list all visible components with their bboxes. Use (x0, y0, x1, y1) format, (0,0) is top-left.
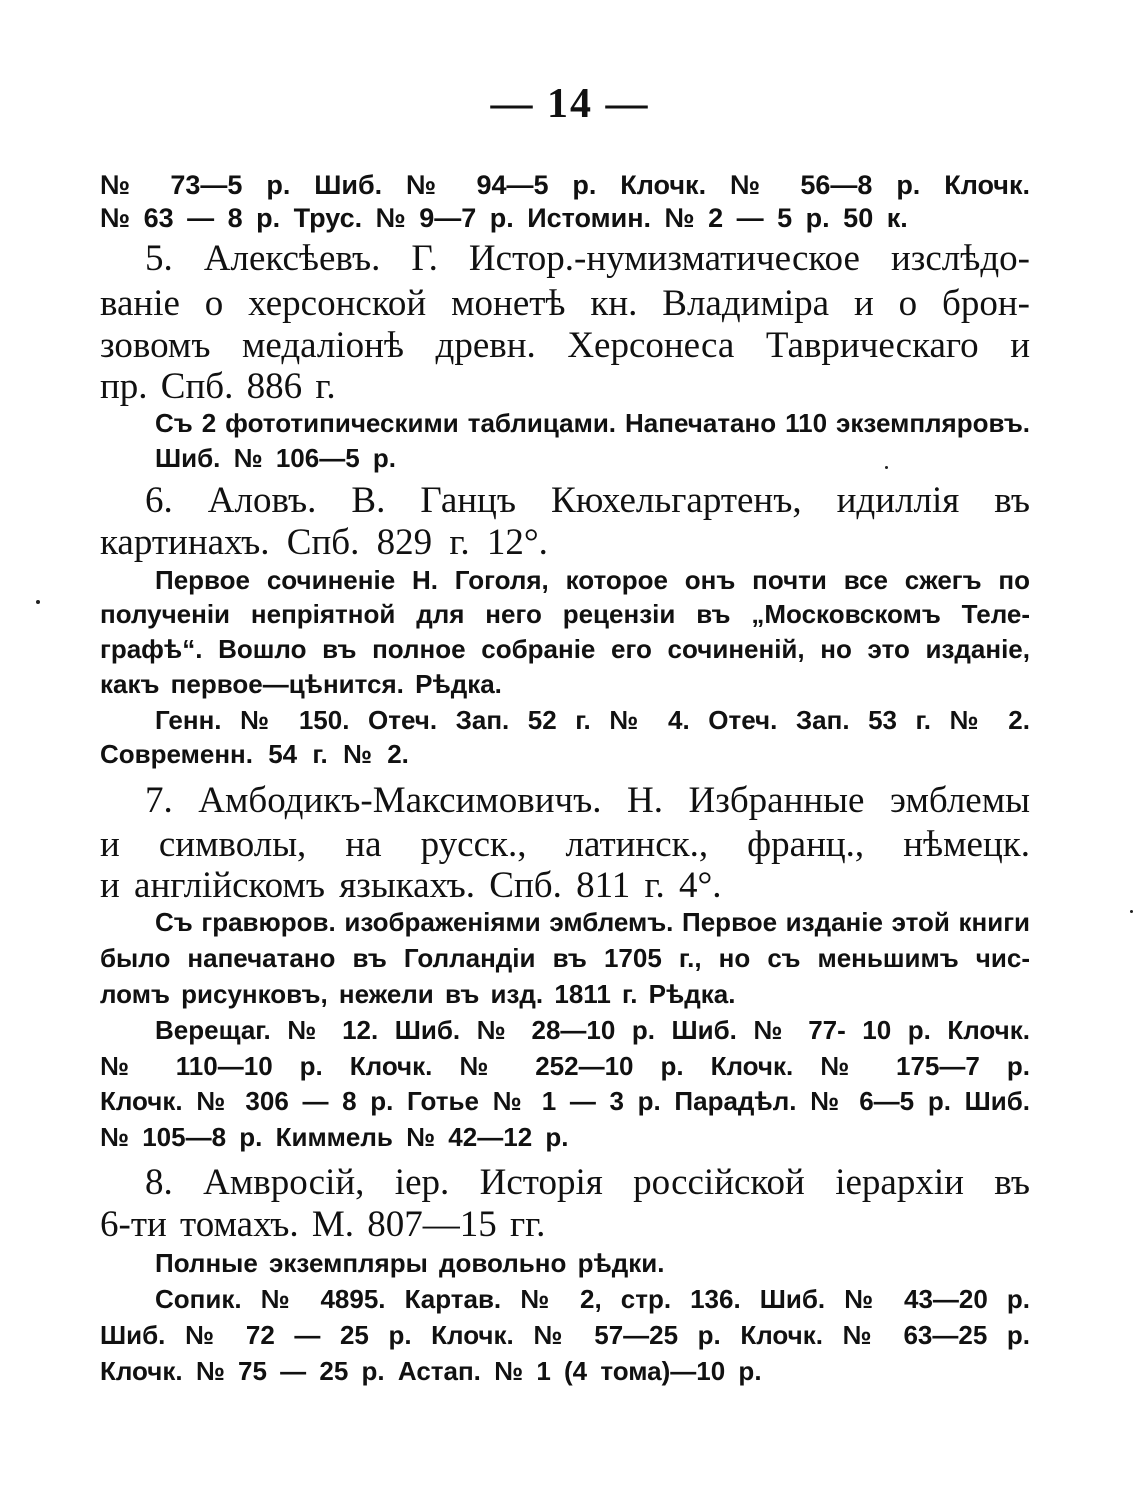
entry-note-line: какъ первое—цѣнится. Рѣдка. (100, 669, 502, 699)
entry-title-line: картинахъ. Спб. 829 г. 12°. (100, 522, 548, 563)
entry-price-line: Клочк. № 75 — 25 р. Астап. № 1 (4 тома)—10 р. (100, 1356, 762, 1386)
page-number: — 14 — (490, 81, 650, 127)
scan-speck (1130, 910, 1133, 913)
entry-note-line: графѣ“. Вошло въ полное собраніе его сочиненій, но это изданіе, (100, 634, 1030, 664)
entry-price-line: Шиб. № 72 — 25 р. Клочк. № 57—25 р. Клочк. № 63—25 р. (100, 1320, 1030, 1350)
entry-note-line: полученіи непріятной для него рецензіи въ „Московскомъ Теле- (100, 599, 1030, 629)
entry-price-line: Генн. № 150. Отеч. Зап. 52 г. № 4. Отеч. Зап. 53 г. № 2. (155, 705, 1030, 735)
entry-note-line: Съ 2 фототипическими таблицами. Напечатано 110 экземпляровъ. (155, 408, 1030, 438)
text-line: № 73—5 р. Шиб. № 94—5 р. Клочк. № 56—8 р. Клочк. (100, 170, 1030, 200)
entry-title-line: и англійскомъ языкахъ. Спб. 811 г. 4°. (100, 865, 722, 906)
entry-price-line: № 110—10 р. Клочк. № 252—10 р. Клочк. № 175—7 р. (100, 1051, 1030, 1081)
entry-price-line: № 105—8 р. Киммель № 42—12 р. (100, 1122, 569, 1152)
entry-title-line: ваніе о херсонской монетѣ кн. Владиміра и о брон- (100, 283, 1030, 324)
entry-title-line: пр. Спб. 886 г. (100, 366, 336, 407)
entry-price-line: Верещаг. № 12. Шиб. № 28—10 р. Шиб. № 77- 10 р. Клочк. (155, 1015, 1030, 1045)
scan-speck (36, 600, 40, 604)
entry-price-line: Сопик. № 4895. Картав. № 2, стр. 136. Шиб. № 43—20 р. (155, 1284, 1030, 1314)
entry-title-line: 7. Амбодикъ-Максимовичъ. Н. Избранные эмблемы (145, 780, 1030, 821)
entry-title-line: 5. Алексѣевъ. Г. Истор.-нумизматическое изслѣдо- (145, 238, 1030, 279)
entry-note-line: было напечатано въ Голландіи въ 1705 г., но съ меньшимъ чис- (100, 943, 1030, 973)
entry-price-line: Современн. 54 г. № 2. (100, 739, 409, 769)
scan-speck (885, 466, 888, 469)
entry-note-line: Первое сочиненіе Н. Гоголя, которое онъ почти все сжегъ по (155, 565, 1030, 595)
entry-note-line: ломъ рисунковъ, нежели въ изд. 1811 г. Рѣдка. (100, 979, 736, 1009)
entry-note-line: Съ гравюров. изображеніями эмблемъ. Первое изданіе этой книги (155, 907, 1030, 937)
entry-title-line: зовомъ медаліонѣ древн. Херсонеса Таврическаго и (100, 325, 1030, 366)
entry-title-line: 6-ти томахъ. М. 807—15 гг. (100, 1204, 546, 1245)
entry-price-line: Шиб. № 106—5 р. (155, 443, 396, 473)
entry-price-line: Клочк. № 306 — 8 р. Готье № 1 — 3 р. Парадѣл. № 6—5 р. Шиб. (100, 1086, 1030, 1116)
entry-title-line: 8. Амвросій, іер. Исторія россійской іерархіи въ (145, 1162, 1030, 1203)
text-line: № 63 — 8 р. Трус. № 9—7 р. Истомин. № 2 — 5 р. 50 к. (100, 203, 908, 233)
entry-note-line: Полные экземпляры довольно рѣдки. (155, 1248, 665, 1278)
entry-title-line: и символы, на русск., латинск., франц., нѣмецк. (100, 824, 1030, 865)
entry-title-line: 6. Аловъ. В. Ганцъ Кюхельгартенъ, идиллія въ (145, 480, 1030, 521)
